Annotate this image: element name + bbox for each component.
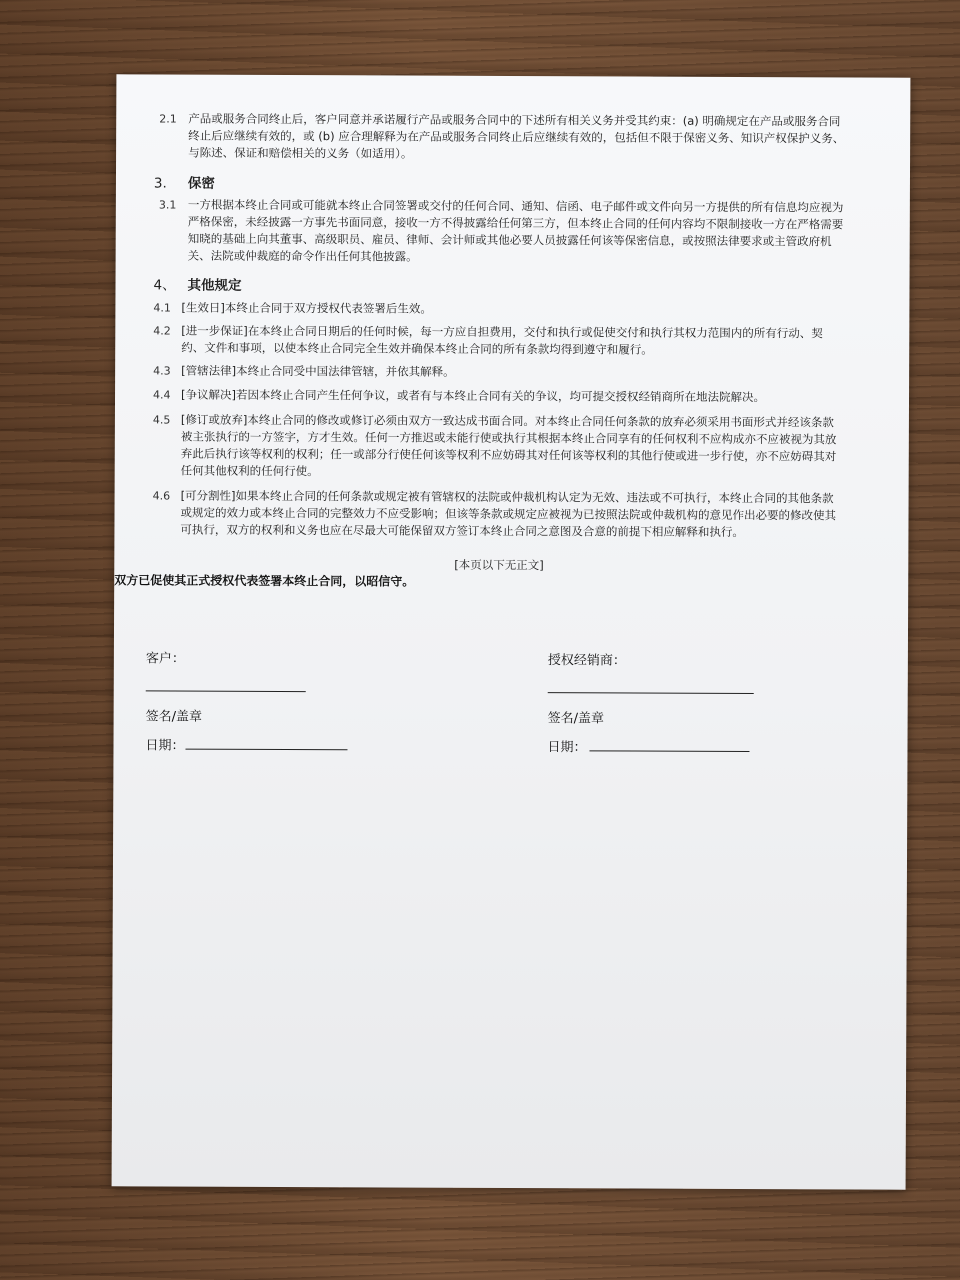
clause-4-5-line: 任何其他权利的任何行使。 [180, 463, 319, 479]
section-title: 其他规定 [187, 277, 242, 294]
clause-4-5-line: [修订或放弃]本终止合同的修改或修订必须由双方一致达成书面合同。对本终止合同任何条款的放弃必须采用书面形式并经该条款 [180, 412, 834, 430]
clause-number: 4.2 [153, 324, 171, 338]
clause-2-1-line: 产品或服务合同终止后，客户同意并承诺履行产品或服务合同中的下述所有相关义务并受其约束：(a) 明确规定在产品或服务合同 [188, 111, 841, 129]
distributor-date-label: 日期： [547, 740, 587, 756]
section-heading [154, 171, 215, 191]
clause-3-1-line: 严格保密，未经披露一方事先书面同意，接收一方不得披露给任何第三方，但本终止合同的任何内容均不限制接收一方在严格需要 [187, 214, 844, 232]
clause-4-3-line: [管辖法律]本终止合同受中国法律管辖，并依其解释。 [181, 363, 455, 379]
closing-text: 双方已促使其正式授权代表签署本终止合同，以昭信守。 [114, 573, 415, 589]
clause-4-2-line: [进一步保证]在本终止合同日期后的任何时候，每一方应自担费用，交付和执行或促使交付和执行其权力范围内的所有行动、契 [181, 323, 823, 341]
bleed-through-text [152, 134, 871, 1177]
customer-date-label: 日期： [145, 738, 185, 754]
distributor-sign-seal-label: 签名/盖章 [547, 711, 605, 727]
customer-date-line[interactable] [185, 749, 347, 751]
clause-4-6-line: 可执行，双方的权利和义务也应在尽最大可能保留双方签订本终止合同之意图及合意的前提下相应解释和执行。 [180, 522, 744, 540]
clause-3-1-line: 一方根据本终止合同或可能就本终止合同签署或交付的任何合同、通知、信函、电子邮件或文件向另一方提供的所有信息均应视为 [187, 197, 844, 215]
clause-number: 4.4 [153, 388, 171, 402]
clause-4-1-line: [生效日]本终止合同于双方授权代表签署后生效。 [181, 300, 432, 316]
closing-statement [114, 571, 414, 589]
section-heading [153, 273, 241, 293]
section-number: 3. [153, 175, 167, 192]
clause-4-6-line: 或规定的效力或本终止合同的完整效力不应受影响；但该等条款或规定应被视为已按照法院或仲裁机构的意见作出必要的修改使其 [180, 505, 837, 523]
clause-4-2-line: 约、文件和事项，以使本终止合同完全生效并确保本终止合同的所有条款均得到遵守和履行。 [181, 340, 653, 357]
clause-4-6-line: [可分割性]如果本终止合同的任何条款或规定被有管辖权的法院或仲裁机构认定为无效、违法或不可执行，本终止合同的其他条款 [180, 488, 834, 506]
customer-label: 客户： [145, 651, 185, 667]
distributor-name-line[interactable] [548, 692, 754, 694]
clause-number: 4.3 [153, 364, 171, 378]
customer-name-line[interactable] [146, 690, 306, 692]
clause-number: 4.6 [152, 489, 171, 503]
clause-3-1-line: 关、法院或仲裁庭的命令作出任何其他披露。 [187, 248, 418, 264]
clause-number: 4.1 [153, 301, 171, 315]
clause-number: 3.1 [158, 198, 177, 212]
document-page [112, 74, 911, 1189]
clause-2-1-line: 终止后应继续有效的，或 (b) 应合理解释为在产品或服务合同终止后应继续有效的，包括但不限于保密义务、知识产权保护义务、 [188, 128, 845, 146]
section-number: 4、 [153, 277, 176, 294]
clause-4-4-line: [争议解决]若因本终止合同产生任何争议，或者有与本终止合同有关的争议，均可提交授权经销商所在地法院解决。 [181, 387, 766, 405]
clause-number: 2.1 [159, 112, 177, 126]
clause-4-5-line: 被主张执行的一方签字，方才生效。任何一方推迟或未能行使或执行其根据本终止合同享有的任何权利不应构成亦不应被视为其放 [180, 429, 837, 447]
clause-2-1-line: 与陈述、保证和赔偿相关的义务（如适用）。 [188, 145, 413, 161]
clause-3-1-line: 知晓的基础上向其董事、高级职员、雇员、律师、会计师或其他必要人员披露任何该等保密信息，或按照法律要求或主管政府机 [187, 231, 832, 249]
clause-4-5-line: 弃此后执行该等权利的权利；任一或部分行使任何该等权利不应妨碍其对任何该等权利的其他行使或进一步行使，亦不应妨碍其对 [180, 446, 837, 464]
distributor-date-line[interactable] [589, 750, 749, 752]
customer-sign-seal-label: 签名/盖章 [145, 709, 203, 725]
distributor-label: 授权经销商： [547, 653, 626, 669]
clause-number: 4.5 [152, 413, 171, 427]
no-further-text-note: [本页以下无正文] [454, 557, 544, 573]
section-title: 保密 [187, 175, 215, 192]
